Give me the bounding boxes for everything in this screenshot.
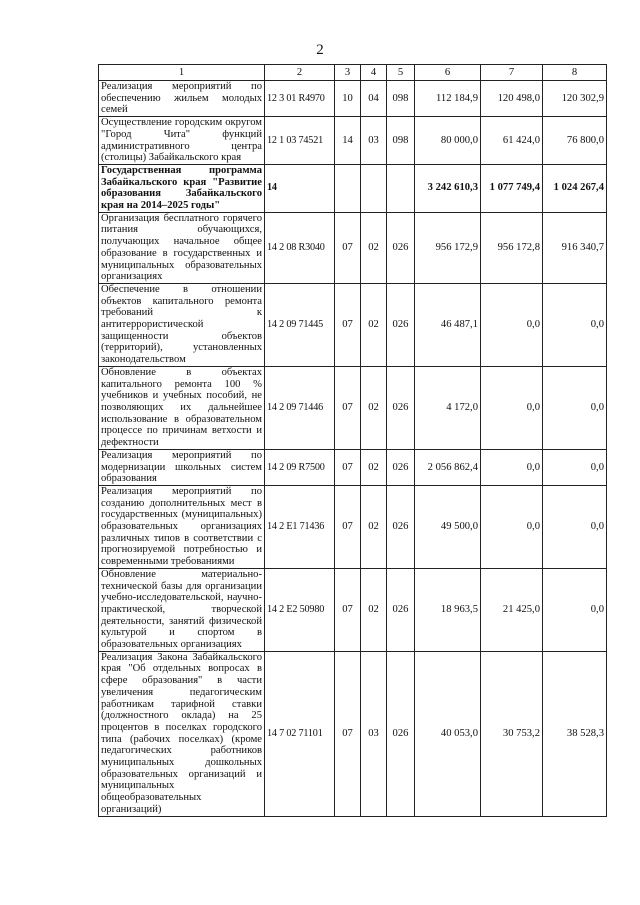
row-amount-2023-cell: 4 172,0	[415, 366, 481, 449]
row-amount-2025-cell: 0,0	[543, 449, 607, 485]
table-row	[99, 164, 607, 212]
row-name-cell: Государственная программа Забайкальского края "Развитие образования Забайкальского края на 2014–2025 годы"	[99, 164, 265, 212]
row-amount-2025-cell: 0,0	[543, 283, 607, 366]
page-number: 2	[316, 42, 324, 58]
header-cell: 4	[361, 65, 387, 81]
table-row	[99, 117, 607, 165]
table-row	[99, 485, 607, 568]
row-section-cell: 10	[335, 81, 361, 117]
row-subsection-cell: 02	[361, 485, 387, 568]
row-code-cell: 14 7 02 71101	[265, 651, 335, 816]
row-name-cell: Обеспечение в отношении объектов капитального ремонта требований к антитеррористической защищенности объектов (территорий), установленных законодательством	[99, 283, 265, 366]
row-amount-2025-cell: 120 302,9	[543, 81, 607, 117]
row-amount-2023-cell: 2 056 862,4	[415, 449, 481, 485]
header-cell: 8	[543, 65, 607, 81]
row-amount-2024-cell: 120 498,0	[481, 81, 543, 117]
row-code-cell: 14 2 08 R3040	[265, 212, 335, 283]
row-amount-2024-cell: 0,0	[481, 449, 543, 485]
row-expense-cell: 098	[387, 81, 415, 117]
row-section-cell: 07	[335, 449, 361, 485]
row-subsection-cell: 02	[361, 283, 387, 366]
row-name-cell: Обновление материально-технической базы для организации учебно-исследовательской, научно-практической, творческой деятельности, занятий физической культурой и спортом в образовательных организациях	[99, 568, 265, 651]
header-cell: 3	[335, 65, 361, 81]
table-body	[99, 81, 607, 817]
row-expense-cell: 026	[387, 366, 415, 449]
row-code-cell: 14	[265, 164, 335, 212]
row-amount-2023-cell: 18 963,5	[415, 568, 481, 651]
row-section-cell	[335, 164, 361, 212]
row-subsection-cell: 03	[361, 651, 387, 816]
row-code-cell: 14 2 E2 50980	[265, 568, 335, 651]
row-amount-2025-cell: 1 024 267,4	[543, 164, 607, 212]
row-amount-2024-cell: 1 077 749,4	[481, 164, 543, 212]
row-amount-2024-cell: 21 425,0	[481, 568, 543, 651]
row-code-cell: 12 3 01 R4970	[265, 81, 335, 117]
row-amount-2023-cell: 40 053,0	[415, 651, 481, 816]
row-section-cell: 07	[335, 568, 361, 651]
row-amount-2023-cell: 112 184,9	[415, 81, 481, 117]
header-cell: 6	[415, 65, 481, 81]
row-expense-cell: 026	[387, 485, 415, 568]
row-name-cell: Реализация мероприятий по созданию дополнительных мест в государственных (муниципальных) образовательных организациях различных типов в соответствии с прогнозируемой потребностью и современными требованиями	[99, 485, 265, 568]
row-expense-cell	[387, 164, 415, 212]
row-amount-2025-cell: 0,0	[543, 568, 607, 651]
row-section-cell: 07	[335, 212, 361, 283]
row-amount-2024-cell: 61 424,0	[481, 117, 543, 165]
row-expense-cell: 026	[387, 651, 415, 816]
row-expense-cell: 026	[387, 568, 415, 651]
row-code-cell: 14 2 E1 71436	[265, 485, 335, 568]
row-amount-2025-cell: 916 340,7	[543, 212, 607, 283]
row-section-cell: 07	[335, 485, 361, 568]
header-cell: 7	[481, 65, 543, 81]
table-row	[99, 568, 607, 651]
row-amount-2024-cell: 0,0	[481, 366, 543, 449]
row-code-cell: 14 2 09 71446	[265, 366, 335, 449]
row-subsection-cell: 02	[361, 212, 387, 283]
table-row	[99, 449, 607, 485]
header-cell: 2	[265, 65, 335, 81]
row-subsection-cell: 03	[361, 117, 387, 165]
row-code-cell: 12 1 03 74521	[265, 117, 335, 165]
row-section-cell: 14	[335, 117, 361, 165]
row-name-cell: Реализация мероприятий по обеспечению жильем молодых семей	[99, 81, 265, 117]
row-amount-2023-cell: 956 172,9	[415, 212, 481, 283]
row-subsection-cell: 02	[361, 366, 387, 449]
row-amount-2023-cell: 49 500,0	[415, 485, 481, 568]
row-section-cell: 07	[335, 283, 361, 366]
row-subsection-cell: 02	[361, 568, 387, 651]
row-amount-2024-cell: 0,0	[481, 485, 543, 568]
header-row	[99, 65, 607, 81]
row-amount-2025-cell: 0,0	[543, 485, 607, 568]
header-cell: 5	[387, 65, 415, 81]
table-row	[99, 366, 607, 449]
row-subsection-cell	[361, 164, 387, 212]
row-amount-2024-cell: 0,0	[481, 283, 543, 366]
row-name-cell: Реализация мероприятий по модернизации школьных систем образования	[99, 449, 265, 485]
row-expense-cell: 026	[387, 212, 415, 283]
row-amount-2025-cell: 76 800,0	[543, 117, 607, 165]
row-code-cell: 14 2 09 71445	[265, 283, 335, 366]
row-amount-2023-cell: 46 487,1	[415, 283, 481, 366]
row-amount-2025-cell: 38 528,3	[543, 651, 607, 816]
row-section-cell: 07	[335, 366, 361, 449]
table-row	[99, 212, 607, 283]
row-name-cell: Обновление в объектах капитального ремонта 100 % учебников и учебных пособий, не позволяющих их дальнейшее использование в образовательном процессе по причинам ветхости и дефектности	[99, 366, 265, 449]
budget-table	[98, 64, 607, 817]
table-row	[99, 651, 607, 816]
row-expense-cell: 026	[387, 283, 415, 366]
row-name-cell: Организация бесплатного горячего питания обучающихся, получающих начальное общее образование в государственных и муниципальных образовательных организациях	[99, 212, 265, 283]
row-amount-2024-cell: 956 172,8	[481, 212, 543, 283]
row-name-cell: Осуществление городским округом "Город Чита" функций административного центра (столицы) Забайкальского края	[99, 117, 265, 165]
row-subsection-cell: 02	[361, 449, 387, 485]
header-cell: 1	[99, 65, 265, 81]
row-expense-cell: 098	[387, 117, 415, 165]
table-row	[99, 283, 607, 366]
row-amount-2025-cell: 0,0	[543, 366, 607, 449]
row-subsection-cell: 04	[361, 81, 387, 117]
row-amount-2023-cell: 80 000,0	[415, 117, 481, 165]
table-row	[99, 81, 607, 117]
row-section-cell: 07	[335, 651, 361, 816]
row-expense-cell: 026	[387, 449, 415, 485]
row-amount-2023-cell: 3 242 610,3	[415, 164, 481, 212]
row-name-cell: Реализация Закона Забайкальского края "Об отдельных вопросах в сфере образования" в части увеличения педагогическим работникам тарифной ставки (должностного оклада) на 25 процентов в поселках городского типа (рабочих поселках) (кроме педагогических работников муниципальных дошкольных образовательных организаций и муниципальных общеобразовательных организаций)	[99, 651, 265, 816]
row-code-cell: 14 2 09 R7500	[265, 449, 335, 485]
row-amount-2024-cell: 30 753,2	[481, 651, 543, 816]
